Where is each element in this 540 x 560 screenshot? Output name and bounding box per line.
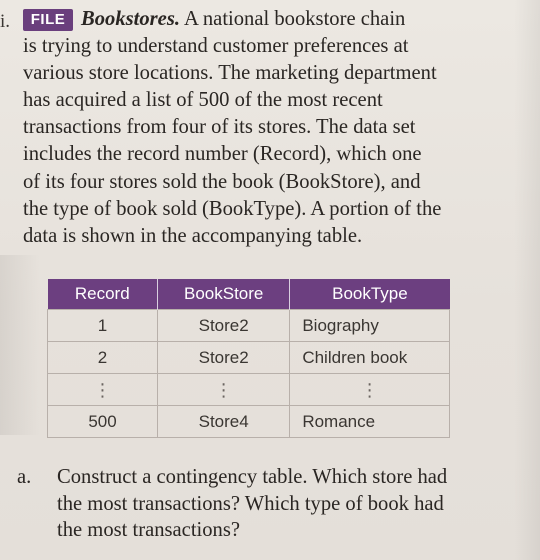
question-line: the most transactions? Which type of book had [57, 492, 444, 515]
cell-record: 1 [48, 310, 158, 342]
paragraph-line: data is shown in the accompanying table. [23, 224, 363, 247]
cell-booktype: Children book [290, 342, 450, 374]
cell-ellipsis: ⋮ [158, 374, 290, 406]
question-line: the most transactions? [57, 519, 241, 541]
paragraph-line: the type of book sold (BookType). A portion of the [23, 197, 442, 220]
question-line: Construct a contingency table. Which store had [57, 466, 448, 488]
page-shadow [0, 255, 40, 435]
header-booktype: BookType [290, 279, 450, 310]
table-row [48, 310, 450, 342]
data-table [47, 279, 450, 438]
cell-bookstore: Store2 [158, 310, 290, 342]
cell-booktype: Romance [290, 406, 450, 438]
paragraph-line: includes the record number (Record), which one [23, 143, 422, 166]
question-a-text [57, 464, 517, 544]
cell-record: 500 [48, 406, 158, 438]
paragraph-line-text: A national bookstore chain [184, 8, 406, 30]
header-bookstore: BookStore [158, 279, 290, 310]
paragraph-line: has acquired a list of 500 of the most recent [23, 89, 383, 112]
paragraph-line: various store locations. The marketing department [23, 62, 437, 85]
cell-ellipsis: ⋮ [290, 374, 450, 406]
paragraph-line: transactions from four of its stores. The data set [23, 116, 416, 139]
paragraph-line: of its four stores sold the book (BookStore), and [23, 170, 421, 193]
table-row-ellipsis [48, 374, 450, 406]
cell-booktype: Biography [290, 310, 450, 342]
problem-paragraph [23, 6, 528, 250]
cell-record: 2 [48, 342, 158, 374]
problem-number: i. [0, 11, 11, 32]
cell-bookstore: Store2 [158, 342, 290, 374]
table-row [48, 342, 450, 374]
cell-bookstore: Store4 [158, 406, 290, 438]
question-a-label: a. [17, 466, 32, 488]
cell-ellipsis: ⋮ [48, 374, 158, 406]
table-header-row [48, 279, 450, 310]
table-row [48, 406, 450, 438]
file-badge: FILE [23, 9, 73, 31]
paragraph-line: is trying to understand customer preferences at [23, 35, 409, 58]
paragraph-line [23, 6, 528, 33]
header-record: Record [48, 279, 158, 310]
problem-title: Bookstores. [81, 8, 180, 30]
